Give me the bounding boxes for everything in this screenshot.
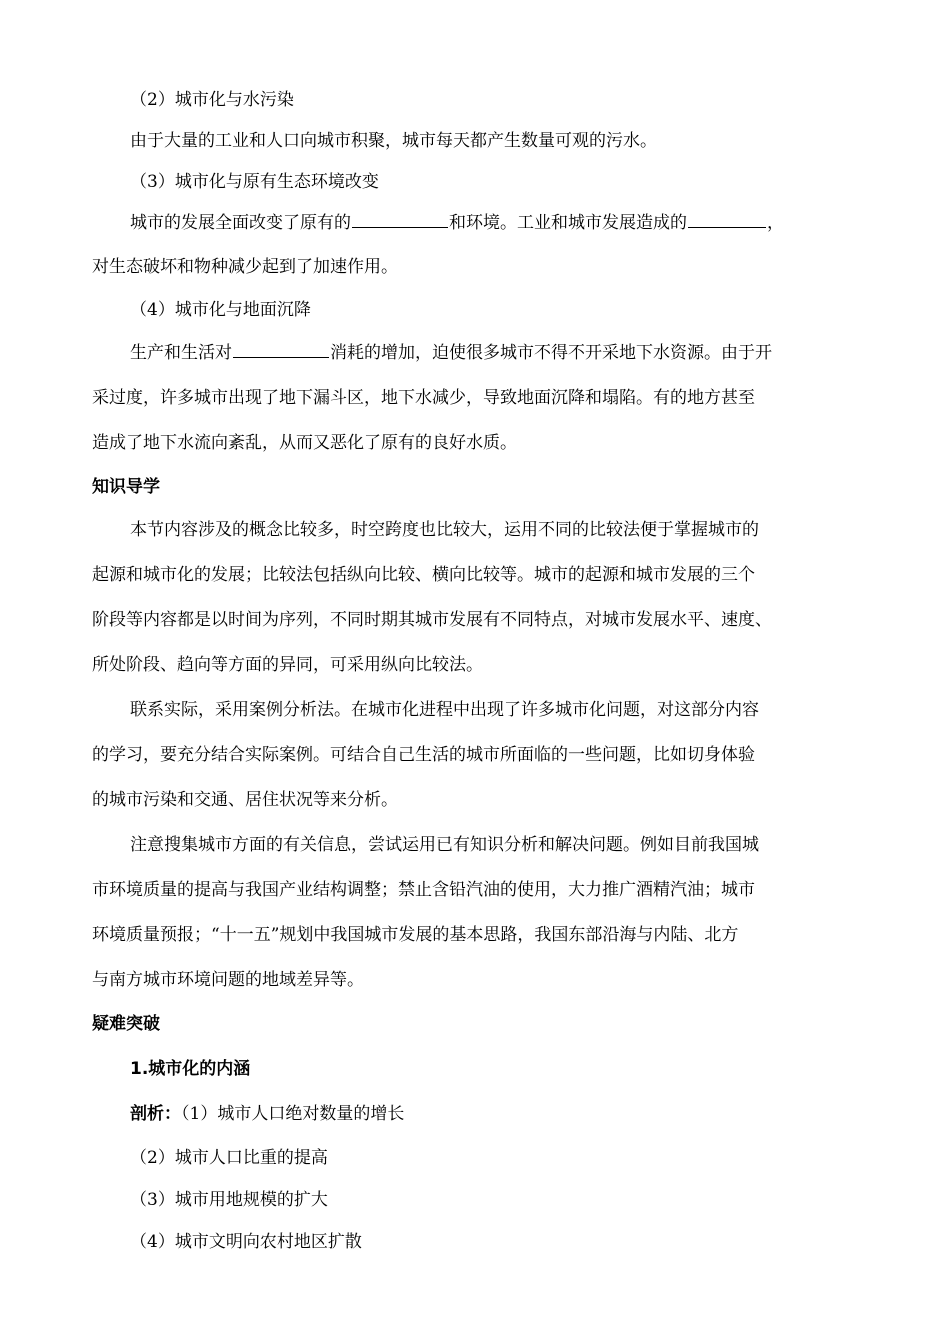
guide-p2-line-1: 联系实际，采用案例分析法。在城市化进程中出现了许多城市化问题，对这部分内容 [130,700,759,720]
subsidence-line-2: 采过度，许多城市出现了地下漏斗区，地下水减少，导致地面沉降和塌陷。有的地方甚至 [92,388,755,408]
analysis-label: 剖析： [130,1104,181,1124]
eco-change-heading: （3）城市化与原有生态环境改变 [130,172,379,192]
subsidence-text-a: 生产和生活对 [130,343,232,363]
analysis-point-3: （3）城市用地规模的扩大 [130,1190,328,1210]
fill-blank-1[interactable] [352,226,448,228]
guide-p1-line-4: 所处阶段、趋向等方面的异同，可采用纵向比较法。 [92,655,483,675]
water-pollution-heading: （2）城市化与水污染 [130,90,294,110]
guide-p1-line-1: 本节内容涉及的概念比较多，时空跨度也比较大，运用不同的比较法便于掌握城市的 [130,520,759,540]
guide-p2-line-2: 的学习，要充分结合实际案例。可结合自己生活的城市所面临的一些问题，比如切身体验 [92,745,755,765]
fill-blank-3[interactable] [233,356,329,358]
guide-p3-line-4: 与南方城市环境问题的地域差异等。 [92,970,364,990]
analysis-point-4: （4）城市文明向农村地区扩散 [130,1232,362,1252]
eco-change-line-2: 对生态破坏和物种减少起到了加速作用。 [92,257,398,277]
guide-p3-line-3: 环境质量预报；“十一五”规划中我国城市发展的基本思路，我国东部沿海与内陆、北方 [92,925,739,945]
analysis-point-1: （1）城市人口绝对数量的增长 [181,1104,405,1124]
difficulty-item-title: 1.城市化的内涵 [130,1059,251,1079]
guide-p2-line-3: 的城市污染和交通、居住状况等来分析。 [92,790,398,810]
eco-text-b: 和环境。工业和城市发展造成的 [449,213,687,233]
eco-change-line-1 [130,211,784,235]
subsidence-text-b: 消耗的增加，迫使很多城市不得不开采地下水资源。由于开 [330,343,772,363]
guide-title: 知识导学 [92,477,160,497]
subsidence-line-3: 造成了地下水流向紊乱，从而又恶化了原有的良好水质。 [92,433,517,453]
subsidence-line-1 [130,341,772,365]
guide-p3-line-2: 市环境质量的提高与我国产业结构调整；禁止含铅汽油的使用，大力推广酒精汽油；城市 [92,880,755,900]
difficulty-title: 疑难突破 [92,1014,160,1034]
water-pollution-text: 由于大量的工业和人口向城市积聚，城市每天都产生数量可观的污水。 [130,131,657,151]
eco-text-c: ， [767,213,784,233]
analysis-line [130,1102,404,1126]
eco-text-a: 城市的发展全面改变了原有的 [130,213,351,233]
fill-blank-2[interactable] [688,226,766,228]
guide-p1-line-2: 起源和城市化的发展；比较法包括纵向比较、横向比较等。城市的起源和城市发展的三个 [92,565,755,585]
analysis-point-2: （2）城市人口比重的提高 [130,1148,328,1168]
guide-p3-line-1: 注意搜集城市方面的有关信息，尝试运用已有知识分析和解决问题。例如目前我国城 [130,835,759,855]
subsidence-heading: （4）城市化与地面沉降 [130,300,311,320]
guide-p1-line-3: 阶段等内容都是以时间为序列，不同时期其城市发展有不同特点，对城市发展水平、速度、 [92,610,772,630]
